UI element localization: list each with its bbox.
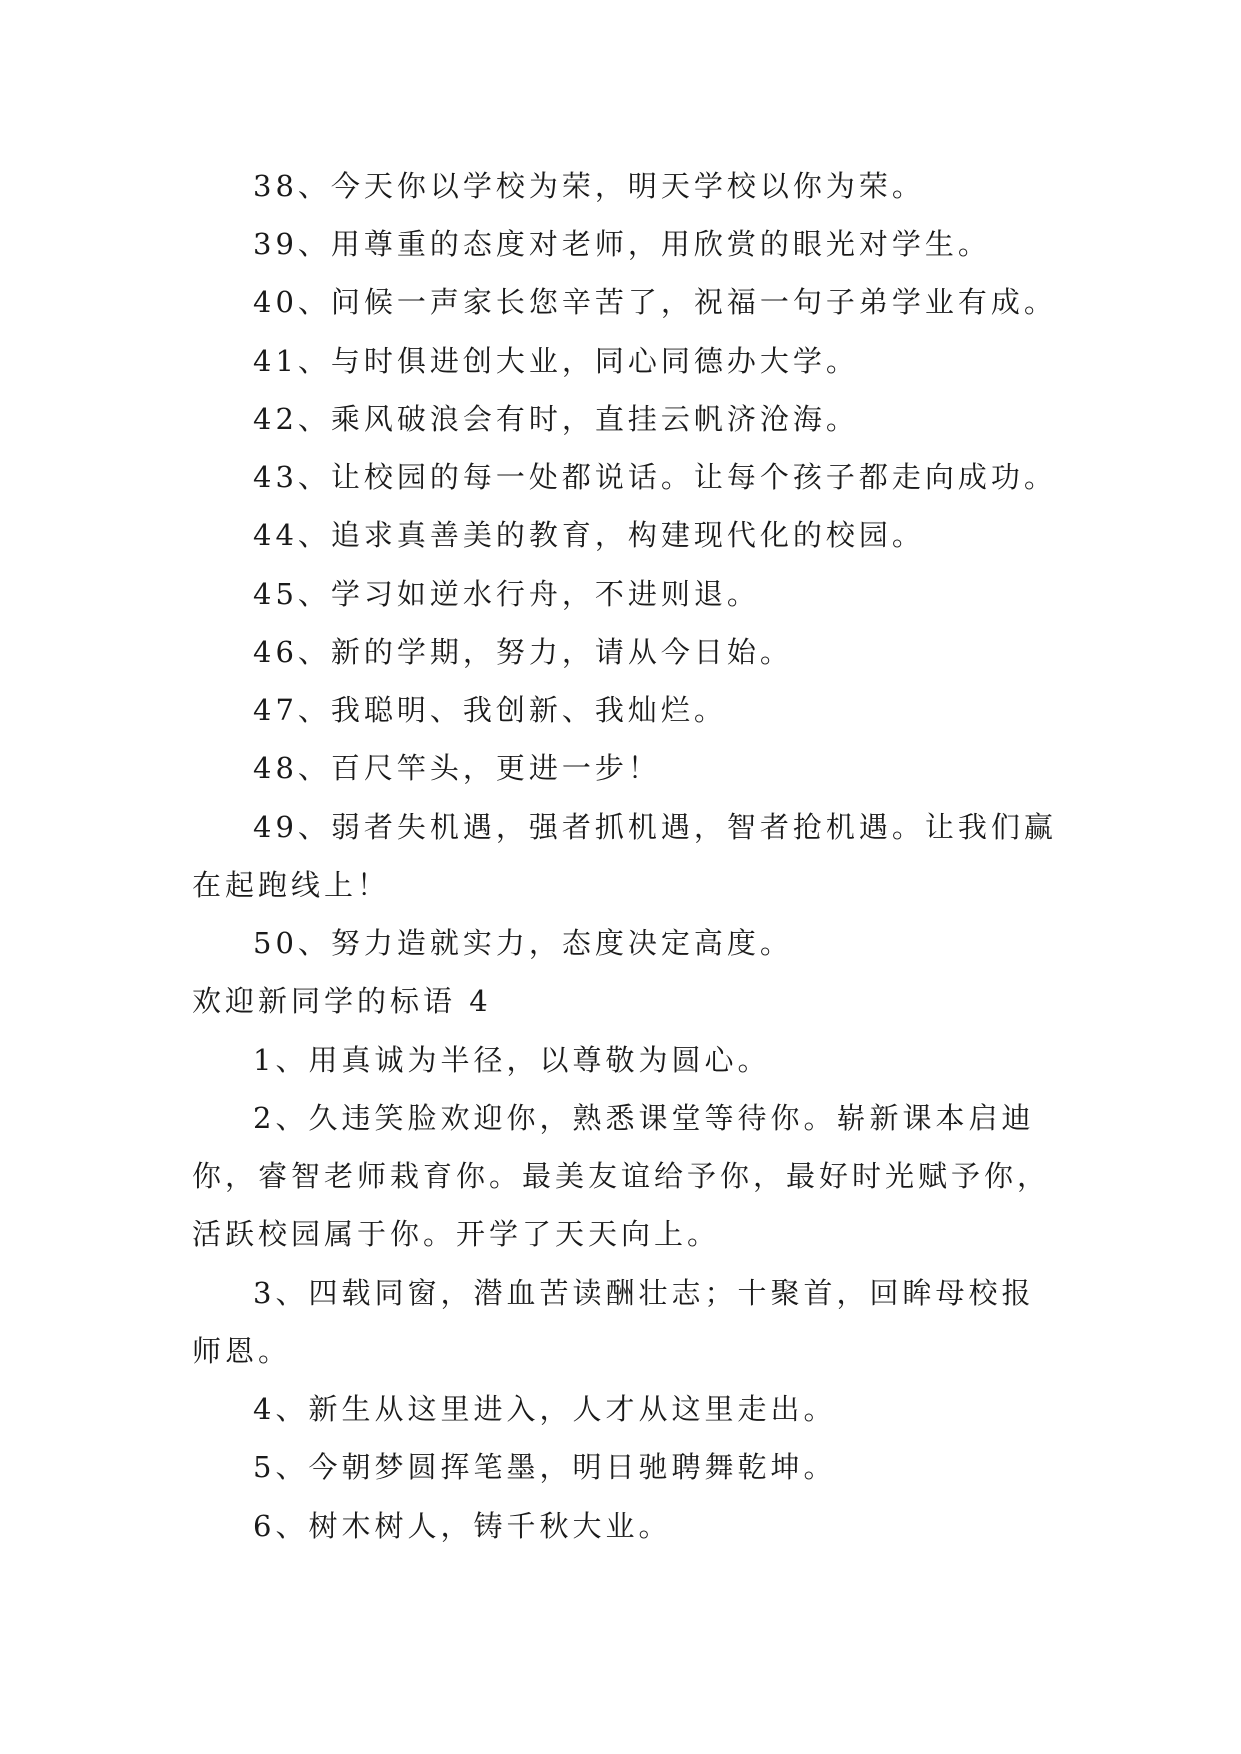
slogan-49-continued: 在起跑线上！ <box>192 868 391 902</box>
slogan-42: 42、乘风破浪会有时，直挂云帆济沧海。 <box>253 402 859 436</box>
slogan-3: 3、四载同窗，潜血苦读酬壮志；十聚首，回眸母校报 <box>253 1276 1035 1310</box>
slogan-48: 48、百尺竿头，更进一步！ <box>253 751 661 785</box>
slogan-6: 6、树木树人，铸千秋大业。 <box>253 1509 672 1543</box>
slogan-2-continued-a: 你，睿智老师栽育你。最美友谊给予你，最好时光赋予你， <box>192 1159 1051 1193</box>
slogan-50: 50、努力造就实力，态度决定高度。 <box>253 926 793 960</box>
slogan-49: 49、弱者失机遇，强者抓机遇，智者抢机遇。让我们赢 <box>253 810 1057 844</box>
slogan-44: 44、追求真善美的教育，构建现代化的校园。 <box>253 518 925 552</box>
slogan-41: 41、与时俱进创大业，同心同德办大学。 <box>253 344 859 378</box>
section-heading: 欢迎新同学的标语 4 <box>192 984 492 1018</box>
slogan-43: 43、让校园的每一处都说话。让每个孩子都走向成功。 <box>253 460 1057 494</box>
slogan-47: 47、我聪明、我创新、我灿烂。 <box>253 693 727 727</box>
slogan-45: 45、学习如逆水行舟，不进则退。 <box>253 577 760 611</box>
slogan-38: 38、今天你以学校为荣，明天学校以你为荣。 <box>253 169 925 203</box>
slogan-40: 40、问候一声家长您辛苦了，祝福一句子弟学业有成。 <box>253 285 1057 319</box>
slogan-3-continued: 师恩。 <box>192 1334 292 1368</box>
slogan-2: 2、久违笑脸欢迎你，熟悉课堂等待你。崭新课本启迪 <box>253 1101 1035 1135</box>
slogan-39: 39、用尊重的态度对老师，用欣赏的眼光对学生。 <box>253 227 991 261</box>
slogan-1: 1、用真诚为半径，以尊敬为圆心。 <box>253 1043 771 1077</box>
slogan-2-continued-b: 活跃校园属于你。开学了天天向上。 <box>192 1217 721 1251</box>
slogan-5: 5、今朝梦圆挥笔墨，明日驰聘舞乾坤。 <box>253 1450 837 1484</box>
slogan-46: 46、新的学期，努力，请从今日始。 <box>253 635 793 669</box>
slogan-4: 4、新生从这里进入，人才从这里走出。 <box>253 1392 837 1426</box>
